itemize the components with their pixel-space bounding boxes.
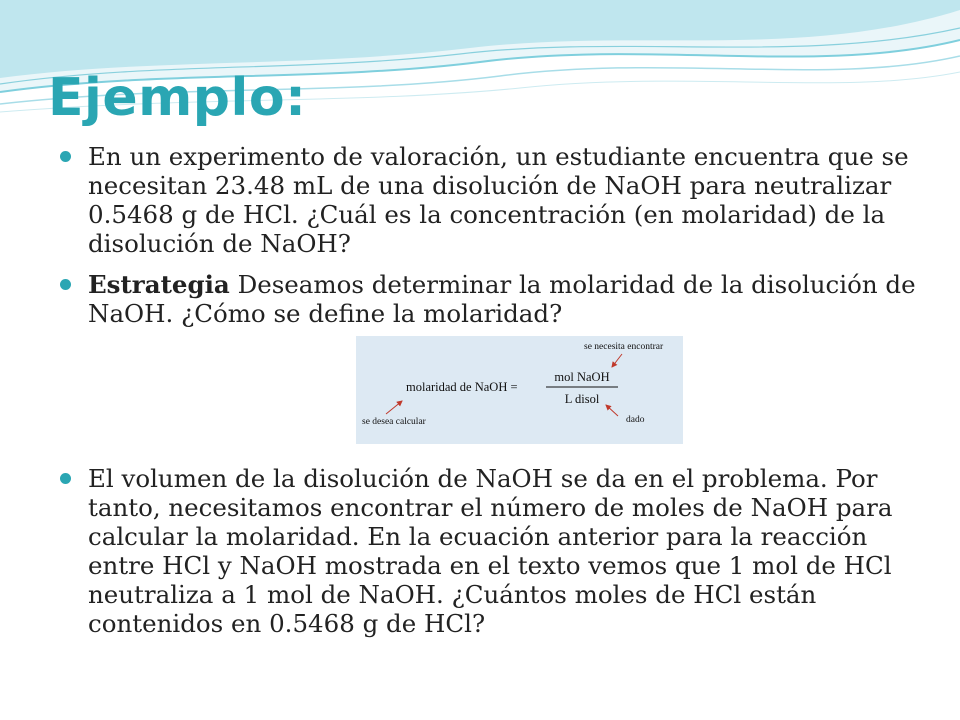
bullet-list [60,142,920,638]
bullet-dot-icon [60,473,71,484]
molarity-equation-figure [356,336,683,444]
bullet-problem [60,142,920,258]
bullet-volume-text: El volumen de la disolución de NaOH se da en el problema. Por tanto, necesitamos encontrar el número de moles de NaOH para calcular la molaridad. En la ecuación anterior para la reacción entre HCl y NaOH mostrada en el texto vemos que 1 mol de HCl neutraliza a 1 mol de NaOH. ¿Cuántos moles de HCl están contenidos en 0.5468 g de HCl? [88,464,893,638]
bullet-strategy [60,270,920,444]
equation-numerator: mol NaOH [554,370,610,384]
equation-lhs: molaridad de NaOH = [406,380,518,394]
equation-note-top: se necesita encontrar [584,342,664,352]
bullet-dot-icon [60,279,71,290]
bullet-volume [60,464,920,638]
bullet-strategy-text: Deseamos determinar la molaridad de la disolución de NaOH. ¿Cómo se define la molaridad? [88,270,916,328]
arrow-left [386,401,402,414]
equation-note-right: dado [626,415,645,425]
arrow-right [606,405,618,416]
bullet-dot-icon [60,151,71,162]
equation-note-left: se desea calcular [362,417,426,427]
slide-title: Ejemplo: [48,68,307,128]
equation-denominator: L disol [564,392,600,406]
arrow-top [612,354,622,367]
bullet-problem-text: En un experimento de valoración, un estudiante encuentra que se necesitan 23.48 mL de una disolución de NaOH para neutralizar 0.5468 g de HCl. ¿Cuál es la concentración (en molaridad) de la disolución de NaOH? [88,142,909,258]
strategy-label: Estrategia [88,270,230,299]
